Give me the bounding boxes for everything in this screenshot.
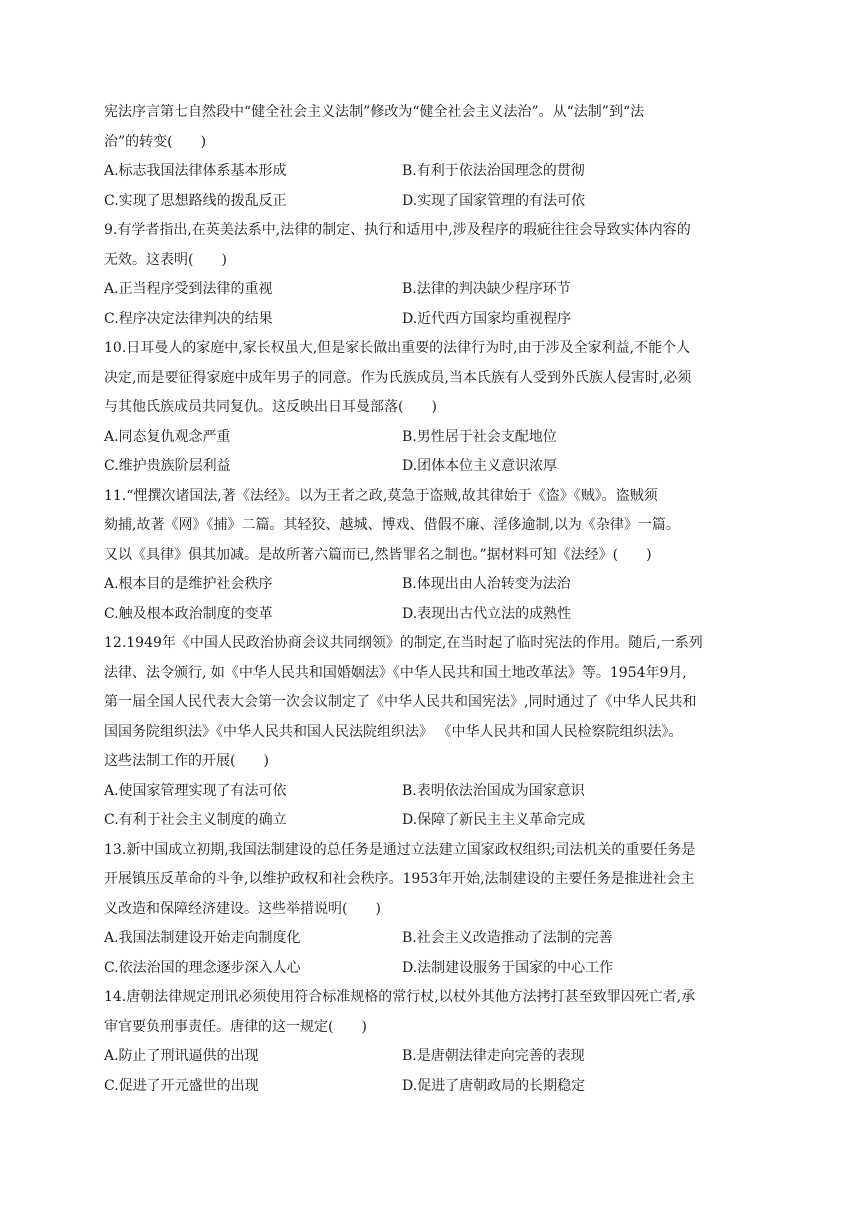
option-row <box>104 187 756 217</box>
answer-option[interactable]: B.社会主义改造推动了法制的完善 <box>402 930 613 946</box>
option-row <box>104 305 756 335</box>
question-block <box>104 836 756 984</box>
option-row <box>104 157 756 187</box>
question-stem-line: 开展镇压反革命的斗争,以维护政权和社会秩序。1953年开始,法制建设的主要任务是推进社会主 <box>104 871 695 887</box>
option-row <box>104 570 756 600</box>
answer-option[interactable]: D.实现了国家管理的有法可依 <box>402 192 586 209</box>
answer-option[interactable]: D.表现出古代立法的成熟性 <box>402 605 572 622</box>
question-list <box>104 98 756 1101</box>
answer-option[interactable]: A.使国家管理实现了有法可依 <box>104 782 287 799</box>
answer-option[interactable]: D.近代西方国家均重视程序 <box>402 310 572 327</box>
question-block <box>104 482 756 630</box>
question-block <box>104 216 756 334</box>
answer-option[interactable]: D.保障了新民主主义革命完成 <box>402 812 586 828</box>
question-stem-line: 又以《具律》俱其加减。是故所著六篇而已,然皆罪名之制也。”据材料可知《法经》( ) <box>104 546 652 563</box>
option-row <box>104 806 756 836</box>
option-row <box>104 423 756 453</box>
question-stem-line: 无效。这表明( ) <box>104 251 227 268</box>
question-stem-line: 9.有学者指出,在英美法系中,法律的制定、执行和适用中,涉及程序的瑕疵往往会导致实体内容的 <box>104 222 691 238</box>
question-block <box>104 334 756 482</box>
answer-option[interactable]: A.根本目的是维护社会秩序 <box>104 576 273 592</box>
answer-option[interactable]: C.促进了开元盛世的出现 <box>104 1077 259 1094</box>
question-block <box>104 983 756 1101</box>
question-stem-line: 13.新中国成立初期,我国法制建设的总任务是通过立法建立国家政权组织;司法机关的重要任务是 <box>104 841 696 858</box>
question-stem-line: 14.唐朝法律规定刑讯必须使用符合标准规格的常行杖,以杖外其他方法拷打甚至致罪囚死亡者,承 <box>104 989 696 1005</box>
answer-option[interactable]: B.法律的判决缺少程序环节 <box>402 281 571 297</box>
answer-option[interactable]: D.团体本位主义意识浓厚 <box>402 458 558 474</box>
answer-option[interactable]: C.程序决定法律判决的结果 <box>104 310 273 327</box>
question-stem-line: 国国务院组织法》《中华人民共和国人民法院组织法》 《中华人民共和国人民检察院组织法》。 <box>104 723 683 740</box>
question-block <box>104 629 756 836</box>
question-block <box>104 98 756 216</box>
answer-option[interactable]: B.男性居于社会支配地位 <box>402 428 557 445</box>
option-row <box>104 275 756 305</box>
answer-option[interactable]: B.有利于依法治国理念的贯彻 <box>402 163 585 179</box>
question-stem-line: 宪法序言第七自然段中“健全社会主义法制”修改为“健全社会主义法治”。从“法制”到“法 <box>104 104 645 120</box>
answer-option[interactable]: B.是唐朝法律走向完善的表现 <box>402 1048 585 1064</box>
question-stem-line: 这些法制工作的开展( ) <box>104 753 269 769</box>
answer-option[interactable]: D.促进了唐朝政局的长期稳定 <box>402 1077 586 1094</box>
question-stem-line: 法律、法令颁行, 如《中华人民共和国婚姻法》《中华人民共和国土地改革法》等。1954年9月, <box>104 664 687 681</box>
answer-option[interactable]: D.法制建设服务于国家的中心工作 <box>402 959 614 976</box>
question-stem-line: 治”的转变( ) <box>104 133 207 150</box>
option-row <box>104 777 756 807</box>
question-stem-line: 劾捕,故著《网》《捕》二篇。其轻狡、越城、博戏、借假不廉、淫侈逾制,以为《杂律》一篇。 <box>104 517 680 533</box>
question-stem-line: 11.“悝撰次诸国法,著《法经》。以为王者之政,莫急于盗贼,故其律始于《盗》《贼》。盗贼须 <box>104 487 658 504</box>
answer-option[interactable]: A.同态复仇观念严重 <box>104 428 231 445</box>
question-stem-line: 决定,而是要征得家庭中成年男子的同意。作为氏族成员,当本氏族有人受到外氏族人侵害时,必须 <box>104 369 692 386</box>
question-stem-line: 义改造和保障经济建设。这些举措说明( ) <box>104 900 381 917</box>
question-stem-line: 10.日耳曼人的家庭中,家长权虽大,但是家长做出重要的法律行为时,由于涉及全家利益,不能个人 <box>104 340 691 356</box>
answer-option[interactable]: C.有利于社会主义制度的确立 <box>104 812 287 828</box>
option-row <box>104 924 756 954</box>
question-stem-line: 审官要负刑事责任。唐律的这一规定( ) <box>104 1018 367 1035</box>
answer-option[interactable]: A.标志我国法律体系基本形成 <box>104 163 287 179</box>
answer-option[interactable]: C.依法治国的理念逐步深入人心 <box>104 959 301 976</box>
answer-option[interactable]: A.我国法制建设开始走向制度化 <box>104 930 301 946</box>
answer-option[interactable]: C.触及根本政治制度的变革 <box>104 605 273 622</box>
option-row <box>104 452 756 482</box>
answer-option[interactable]: A.正当程序受到法律的重视 <box>104 281 273 297</box>
answer-option[interactable]: C.实现了思想路线的拨乱反正 <box>104 192 287 209</box>
question-stem-line: 与其他氏族成员共同复仇。这反映出日耳曼部落( ) <box>104 399 437 415</box>
option-row <box>104 954 756 984</box>
question-stem-line: 第一届全国人民代表大会第一次会议制定了《中华人民共和国宪法》,同时通过了《中华人民共和 <box>104 694 697 710</box>
answer-option[interactable]: B.体现出由人治转变为法治 <box>402 576 571 592</box>
answer-option[interactable]: B.表明依法治国成为国家意识 <box>402 782 585 799</box>
option-row <box>104 600 756 630</box>
question-stem-line: 12.1949年《中国人民政治协商会议共同纲领》的制定,在当时起了临时宪法的作用。随后,一系列 <box>104 635 703 651</box>
answer-option[interactable]: A.防止了刑讯逼供的出现 <box>104 1048 259 1064</box>
option-row <box>104 1042 756 1072</box>
option-row <box>104 1072 756 1102</box>
answer-option[interactable]: C.维护贵族阶层利益 <box>104 458 231 474</box>
